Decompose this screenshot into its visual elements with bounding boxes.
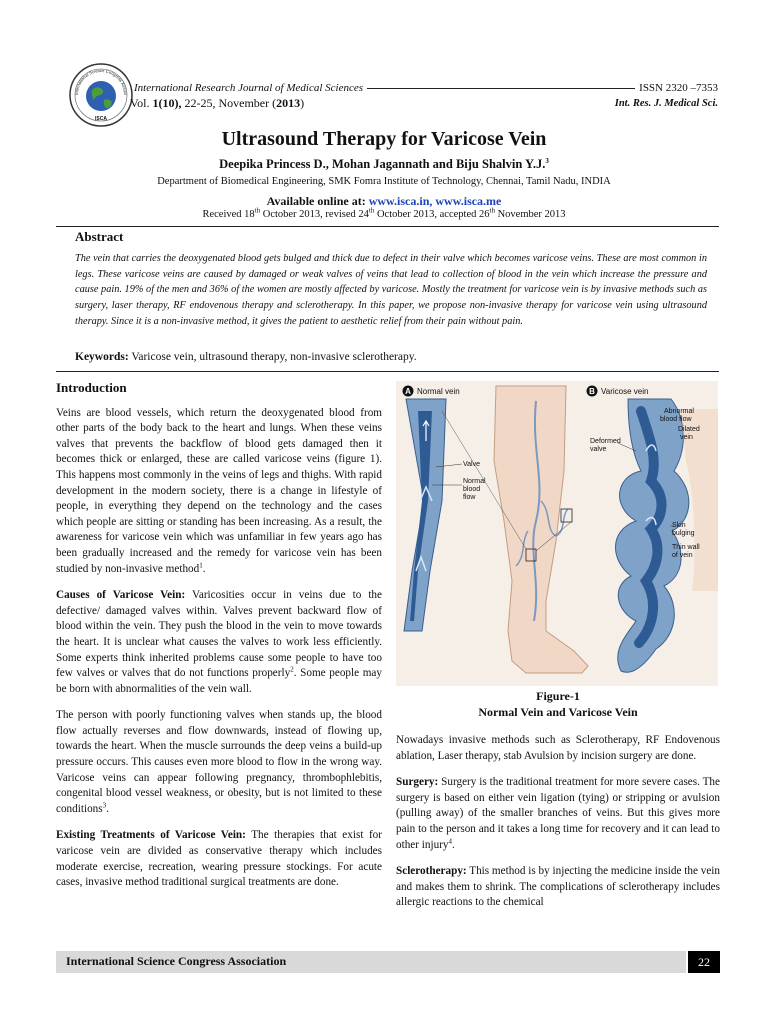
label-normal-flow-3: flow [463,494,476,501]
journal-header [134,82,718,94]
label-deformed-1: Deformed [590,438,621,445]
footer-label: International Science Congress Association [66,954,287,968]
isca-logo [68,62,134,128]
label-dilated-2: vein [680,434,693,441]
invasive-methods-paragraph: Nowadays invasive methods such as Sclerotherapy, RF Endovenous ablation, Laser therapy, stab Avulsion by incision surgery are done. [396,734,720,762]
sclerotherapy-paragraph: Sclerotherapy: This method is by injecting the medicine inside the vein and makes them to shrink. The complications of sclerotherapy includes allergic reactions to the chemical [396,865,720,909]
keywords: Keywords: Varicose vein, ultrasound therapy, non-invasive sclerotherapy. [75,351,417,363]
panel-a-badge: A [405,387,411,396]
existing-treatments-paragraph: Existing Treatments of Varicose Vein: The therapies that exist for varicose vein are divided as conservative therapy which includes moderate exercise, recreation, wearing pressure stockings. For acute cases, invasive method traditional surgical treatments are done. [56,829,382,889]
page-number: 22 [688,951,720,973]
left-column [56,380,382,902]
logo-ring-text: International Science Congress Associ [73,67,129,96]
abstract-top-rule [56,226,719,227]
label-skin-1: Skin [672,522,686,529]
label-dilated-1: Dilated [678,426,700,433]
panel-b-title: Varicose vein [601,387,649,396]
footer-bar [56,951,686,973]
label-valve: Valve [463,461,480,468]
intro-paragraph: Veins are blood vessels, which return the deoxygenated blood from other parts of the body back to the heart and lungs. When these veins valves that prevents the backflow of blood gets damaged then it becomes thick or enlarged, these are called varicose veins (figure 1). This happens most commonly in the veins of legs and thighs. With rapid development in the modern society, there is a change in lifestyle of people, in everything they depend on the technology and the cases which people are sitting or standing has been increasing. As a result, the awareness for varicose vein which was unfamiliar in few years ago has been gradually increased and the remedy for varicose vein has been studied by non-invasive method$^1$. [56,406,382,575]
valves-paragraph: The person with poorly functioning valves when stands up, the blood flow actually reverses and flow downwards, instead of flowing up, towards the heart. When the muscle surrounds the deep veins a build-up pressure occurs. This causes even more blood to flow in the wrong way. Varicose veins can appear following pregnancy, thrombophlebitis, congenital blood vessel weakness, or obesity, but is not limited to these conditions$^3$. [56,709,382,815]
panel-b-badge: B [589,387,595,396]
panel-b [587,386,649,397]
abstract-text: The vein that carries the deoxygenated blood gets bulged and thick due to defect in their valve which becomes varicose veins. These are most common in legs. These varicose veins are caused by damaged or weak valves of veins that lead to collection of blood in the vein which increase the pressure and cause pain. 19% of the men and 36% of the women are mostly affected by varicose. Mostly the treatment for varicose vein is by invasive methods such as surgery, laser therapy, RF endovenous therapy and sclerotherapy. In this paper, we propose non-invasive therapy for varicose vein using ultrasound therapy. Since it is a non-invasive method, it gives the patient to aesthetic relief from their pain without pain. [75,253,707,327]
panel-a-title: Normal vein [417,387,460,396]
header-rule [367,88,635,89]
label-deformed-2: valve [590,446,607,453]
figure-number: Figure-1 [536,689,580,703]
globe-icon [86,81,116,111]
label-thin-wall-1: Thin wall [672,544,700,551]
label-normal-flow-1: Normal [463,478,486,485]
label-thin-wall-2: of vein [672,552,693,559]
affiliation: Department of Biomedical Engineering, SMK Fomra Institute of Technology, Chennai, Tamil Nadu, INDIA [157,176,611,187]
vein-illustration [396,381,718,686]
received-dates: Received 18th October 2013, revised 24th October 2013, accepted 26th November 2013 [202,206,566,220]
journal-abbreviation: Int. Res. J. Medical Sci. [614,98,718,109]
available-online: Available online at: www.isca.in, www.isca.me [266,194,502,208]
abstract-heading: Abstract [75,229,124,244]
surgery-paragraph: Surgery: Surgery is the traditional treatment for more severe cases. The surgery is based on either vein ligation (tying) or stripping or avulsion (pulling away) of the smaller branches of veins. But this gives more pain to the person and it takes a long time for recovery and it can lead to other injury$^4$. [396,776,720,851]
label-normal-flow-2: blood [463,486,481,493]
right-column [396,733,720,922]
journal-name: International Research Journal of Medical Sciences [134,82,364,94]
label-abnormal-flow-1: Abnormal [664,408,694,415]
website-links[interactable]: www.isca.in, www.isca.me [368,194,502,208]
panel-a [403,386,460,397]
abstract-bottom-rule [56,371,719,372]
label-skin-2: bulging [672,530,695,537]
introduction-heading: Introduction [56,380,127,395]
label-abnormal-flow-2: blood flow [660,416,692,423]
causes-paragraph: Causes of Varicose Vein: Varicosities occur in veins due to the defective/ damaged valves within. Valves prevent backward flow of blood within the vein. They push the blood in the vein to move towards the heart. It is unclear what causes the valves to work less efficiently. Some experts think inherited problems cause some people to have too few valves or valves that do not functions properly$^2$. Some people may be born with abnormalities of the vein wall. [56,589,382,695]
volume-info: Vol. 1(10), 22-25, November (2013) [130,96,305,110]
issn: ISSN 2320 –7353 [639,82,718,94]
logo-label: ISCA [95,116,107,122]
paper-authors: Deepika Princess D., Mohan Jagannath and Biju Shalvin Y.J.$^3$ [219,156,549,171]
paper-title: Ultrasound Therapy for Varicose Vein [221,128,547,150]
figure-caption: Normal Vein and Varicose Vein [478,705,638,719]
volume-line [130,96,718,111]
